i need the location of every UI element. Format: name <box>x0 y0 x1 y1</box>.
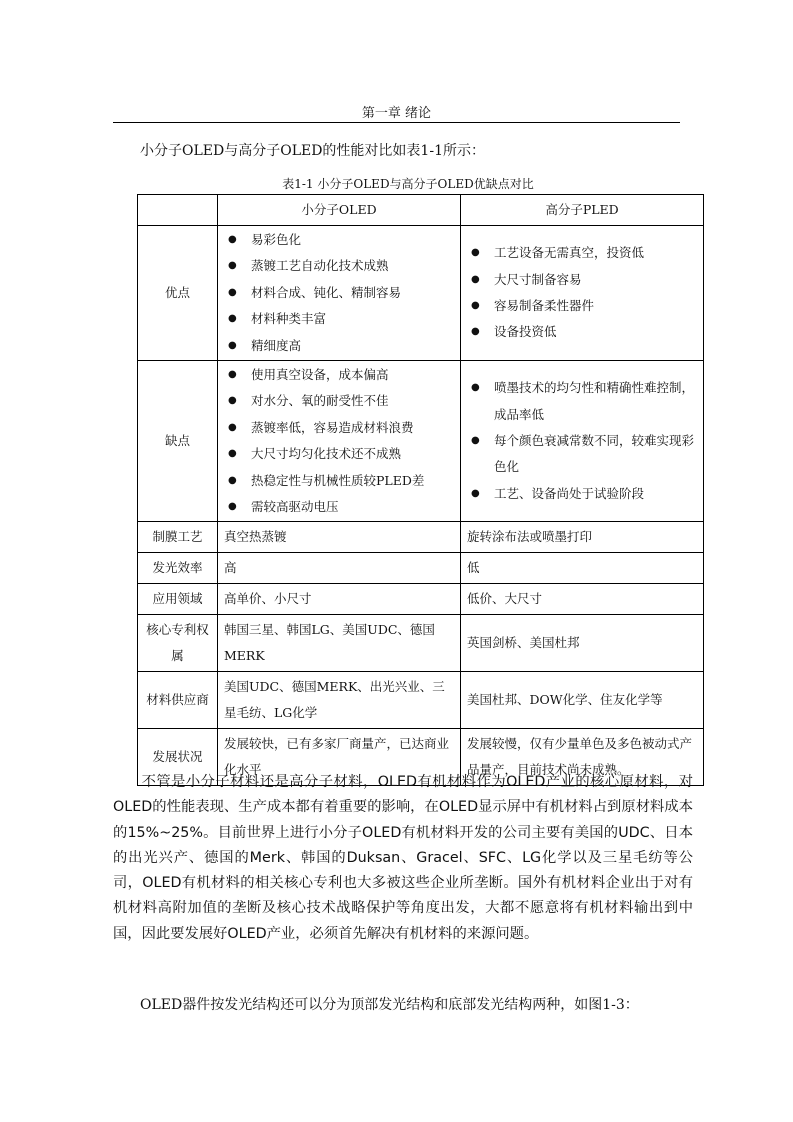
small-cell: 发展较快，已有多家厂商量产，已达商业化水平 <box>218 729 461 786</box>
row-label: 核心专利权属 <box>138 615 218 672</box>
header-cell-polymer: 高分子PLED <box>461 195 704 226</box>
polymer-disadvantages <box>461 361 704 522</box>
small-disadvantages <box>218 361 461 522</box>
table-row-patents <box>138 615 704 672</box>
list-item: ● 喷墨技术的均匀性和精确性难控制，成品率低 <box>467 375 697 428</box>
table-header-row <box>138 195 704 226</box>
list-item: ● 设备投资低 <box>467 319 697 345</box>
polymer-advantages <box>461 226 704 361</box>
header-cell-small: 小分子OLED <box>218 195 461 226</box>
row-label: 应用领域 <box>138 584 218 615</box>
list-item: ● 工艺、设备尚处于试验阶段 <box>467 481 697 507</box>
intro-sentence: 小分子OLED与高分子OLED的性能对比如表1-1所示： <box>140 143 485 159</box>
small-cell: 高 <box>218 553 461 584</box>
row-label: 材料供应商 <box>138 672 218 729</box>
header-cell-empty <box>138 195 218 226</box>
table-row-film-process <box>138 522 704 553</box>
list-item: ● 对水分、氧的耐受性不佳 <box>224 388 454 414</box>
table-caption: 表1-1 小分子OLED与高分子OLED优缺点对比 <box>282 177 534 191</box>
small-cell: 韩国三星、韩国LG、美国UDC、德国MERK <box>218 615 461 672</box>
list-item: ● 大尺寸制备容易 <box>467 267 697 293</box>
row-label: 缺点 <box>138 361 218 522</box>
table-row-application <box>138 584 704 615</box>
page-header: 第一章 绪论 <box>113 102 680 123</box>
row-label: 发光效率 <box>138 553 218 584</box>
polymer-cell: 英国剑桥、美国杜邦 <box>461 615 704 672</box>
polymer-cell: 低 <box>461 553 704 584</box>
row-label: 发展状况 <box>138 729 218 786</box>
polymer-cell: 旋转涂布法或喷墨打印 <box>461 522 704 553</box>
list-item: ● 易彩色化 <box>224 227 454 253</box>
small-cell: 高单价、小尺寸 <box>218 584 461 615</box>
table-row-efficiency <box>138 553 704 584</box>
list-item: ● 大尺寸均匀化技术还不成熟 <box>224 441 454 467</box>
list-item: ● 蒸镀工艺自动化技术成熟 <box>224 253 454 279</box>
small-cell: 真空热蒸镀 <box>218 522 461 553</box>
list-item: ● 工艺设备无需真空，投资低 <box>467 240 697 266</box>
list-item: ● 需较高驱动电压 <box>224 494 454 520</box>
row-label: 制膜工艺 <box>138 522 218 553</box>
list-item: ● 蒸镀率低，容易造成材料浪费 <box>224 415 454 441</box>
small-cell: 美国UDC、德国MERK、出光兴业、三星毛纺、LG化学 <box>218 672 461 729</box>
list-item: ● 材料合成、钝化、精制容易 <box>224 280 454 306</box>
list-item: ● 每个颜色衰减常数不同，较难实现彩色化 <box>467 428 697 481</box>
row-label: 优点 <box>138 226 218 361</box>
comparison-table <box>137 194 704 786</box>
table-row-suppliers <box>138 672 704 729</box>
polymer-cell: 低价、大尺寸 <box>461 584 704 615</box>
table-row-advantages <box>138 226 704 361</box>
list-item: ● 热稳定性与机械性质较PLED差 <box>224 468 454 494</box>
table-row-disadvantages <box>138 361 704 522</box>
list-item: ● 材料种类丰富 <box>224 306 454 332</box>
polymer-cell: 发展较慢，仅有少量单色及多色被动式产品量产，目前技术尚未成熟。 <box>461 729 704 786</box>
body-paragraph-2: OLED器件按发光结构还可以分为顶部发光结构和底部发光结构两种，如图1-3： <box>140 997 639 1013</box>
polymer-cell: 美国杜邦、DOW化学、住友化学等 <box>461 672 704 729</box>
list-item: ● 容易制备柔性器件 <box>467 293 697 319</box>
list-item: ● 精细度高 <box>224 333 454 359</box>
body-paragraph: 不管是小分子材料还是高分子材料，OLED有机材料作为OLED产业的核心原材料，对OLED的性能表现、生产成本都有着重要的影响，在OLED显示屏中有机材料占到原材料成本的15%~25%。目前世界上进行小分子OLED有机材料开发的公司主要有美国的UDC、日本的出光兴产、德国的Merk、韩国的Duksan、Gracel、SFC、LG化学以及三星毛纺等公司，OLED有机材料的相关核心专利也大多被这些企业所垄断。国外有机材料企业出于对有机材料高附加值的垄断及核心技术战略保护等角度出发，大都不愿意将有机材料输出到中国，因此要发展好OLED产业，必须首先解决有机材料的来源问题。 <box>113 774 693 942</box>
list-item: ● 使用真空设备，成本偏高 <box>224 362 454 388</box>
small-advantages <box>218 226 461 361</box>
